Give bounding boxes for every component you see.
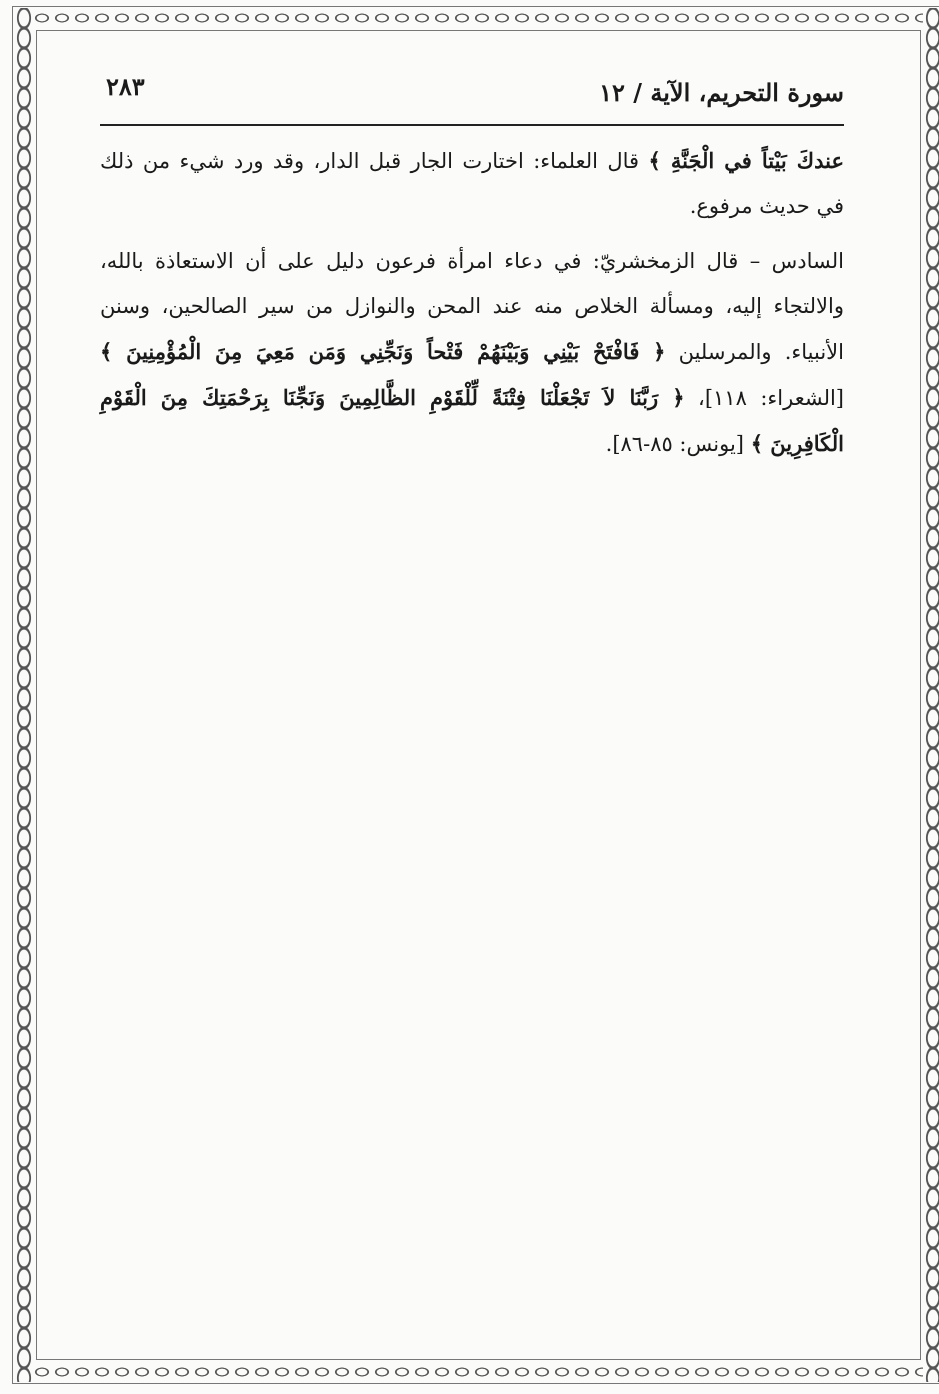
- text-segment: قال العلماء: اختارت الجار قبل الدار، وقد ورد شيء من ذلك: [100, 149, 649, 173]
- quran-quote: ﴿ فَافْتَحْ بَيْنِي وَبَيْنَهُمْ فَتْحاً وَنَجِّنِي وَمَن مَعِيَ مِنَ الْمُؤْمِنِينَ ﴾: [100, 339, 666, 364]
- text-line: [100, 284, 844, 329]
- paragraph: [100, 138, 844, 229]
- quran-quote: الْكَافِرِينَ ﴾: [750, 431, 844, 456]
- text-segment: [الشعراء: ١١٨]،: [684, 386, 845, 410]
- text-segment: في حديث مرفوع.: [689, 194, 844, 218]
- page-number: ٢٨٣: [106, 72, 145, 101]
- page-header: [100, 72, 844, 118]
- text-segment: الأنبياء. والمرسلين: [665, 340, 844, 364]
- text-line: [100, 184, 844, 229]
- header-rule: [100, 124, 844, 126]
- text-segment: [يونس: ٨٥-٨٦].: [605, 432, 751, 456]
- text-line: [100, 329, 844, 375]
- body-text: [100, 138, 844, 467]
- text-line: [100, 375, 844, 421]
- quran-quote: عندكَ بَيْتاً في الْجَنَّةِ ﴾: [648, 148, 844, 173]
- text-line: [100, 138, 844, 184]
- paragraph: [100, 239, 844, 467]
- text-line: [100, 239, 844, 284]
- text-line: [100, 421, 844, 467]
- running-head: سورة التحريم، الآية / ١٢: [599, 78, 844, 107]
- quran-quote: ﴿ رَبَّنَا لاَ تَجْعَلْنَا فِتْنَةً لِّلْقَوْمِ الظَّالِمِينَ وَنَجِّنَا بِرَحْمَتِكَ مِنَ الْقَوْمِ: [100, 385, 685, 410]
- text-segment: والالتجاء إليه، ومسألة الخلاص منه عند المحن والنوازل من سير الصالحين، وسنن: [100, 294, 844, 318]
- text-segment: السادس – قال الزمخشريّ: في دعاء امرأة فرعون دليل على أن الاستعاذة بالله،: [100, 249, 844, 273]
